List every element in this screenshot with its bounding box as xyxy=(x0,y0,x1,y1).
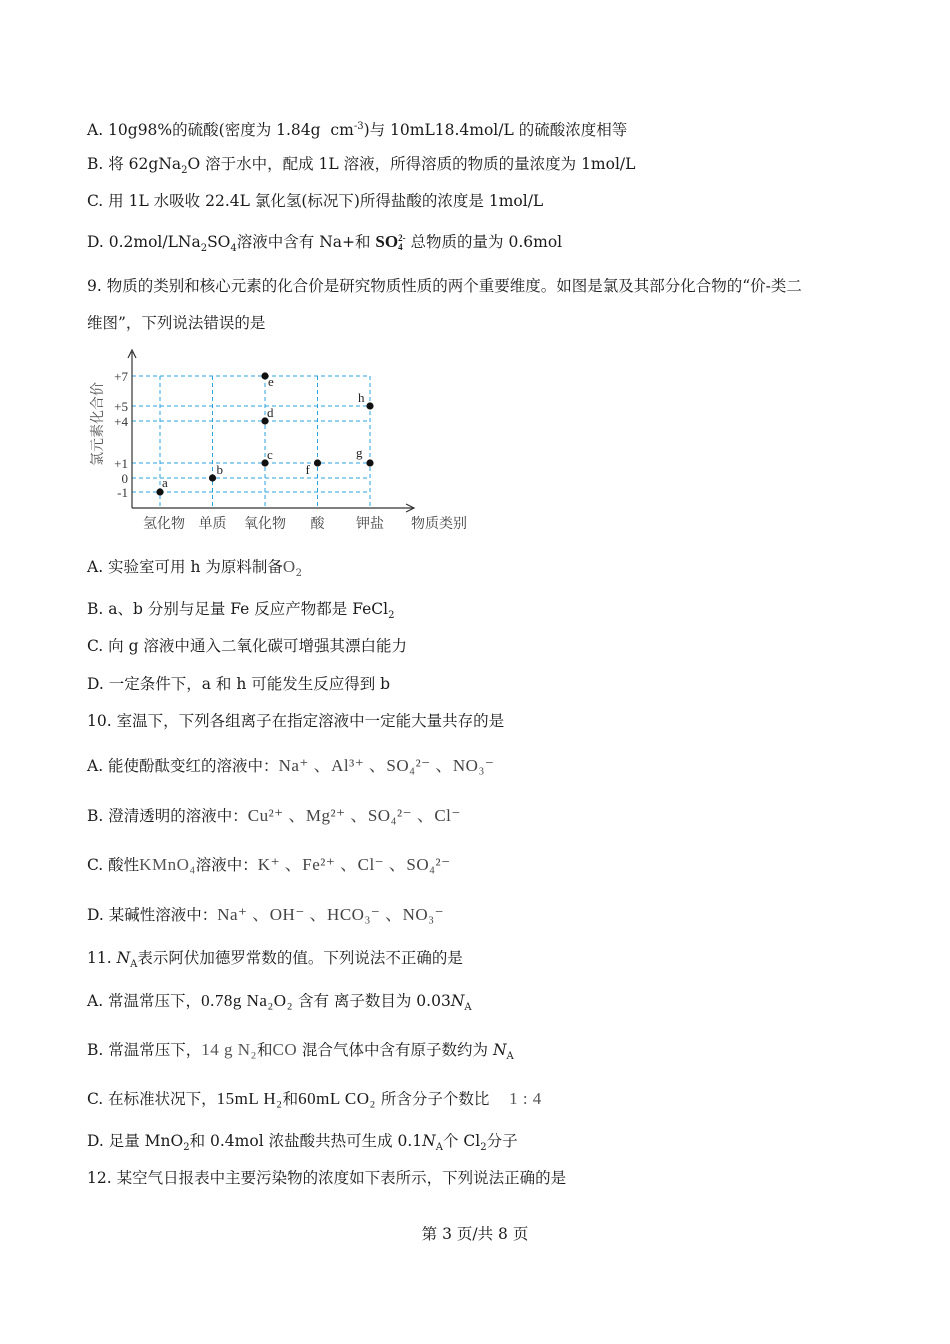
q11-option-d: D. 足量 MnO$_2$和 0.4mol 浓盐酸共热可生成 $0.1N_A$个 $Cl_2$分子 xyxy=(87,1132,518,1154)
data-point-g xyxy=(366,459,373,466)
q10-stem: 10. 室温下，下列各组离子在指定溶液中一定能大量共存的是 xyxy=(87,712,505,730)
valence-class-chart xyxy=(84,348,484,534)
q10-option-c: C. 酸性KMnO₄溶液中：K⁺ 、Fe²⁺ 、Cl⁻ 、SO₄²⁻ xyxy=(87,855,451,874)
chart-xlabel: 物质类别 xyxy=(411,516,467,532)
q8-option-d: D. $0.2mol/LNa_2SO_4$溶液中含有 Na+和 SO 2- 4 总物质的量为 0.6mol xyxy=(87,232,563,255)
data-label-d: d xyxy=(267,405,274,420)
data-point-f xyxy=(314,459,321,466)
y-tick-label: +4 xyxy=(114,414,128,429)
x-tick-label: 酸 xyxy=(310,516,325,532)
sulfate-ion: SO 2- 4 xyxy=(375,232,406,253)
y-tick-label: +1 xyxy=(114,456,128,471)
q9-stem-line2: 维图”，下列说法错误的是 xyxy=(87,314,266,332)
q8-option-c: C. 用 1L 水吸收 22.4L 氯化氢(标况下)所得盐酸的浓度是 1mol/L xyxy=(87,192,544,210)
q11-option-b: B. 常温常压下，14 g N₂和CO 混合气体中含有原子数约为 $N_A$ xyxy=(87,1040,514,1063)
q9-option-a: A. 实验室可用 h 为原料制备$O_2$ xyxy=(87,557,303,580)
q8-option-b: B. 将 62gNa$_2$O 溶于水中，配成 1L 溶液，所得溶质的物质的量浓度为 1mol/L xyxy=(87,155,636,177)
data-label-b: b xyxy=(216,462,223,477)
x-tick-label: 氢化物 xyxy=(143,516,185,532)
data-label-c: c xyxy=(267,447,273,462)
data-label-h: h xyxy=(358,390,365,405)
q10-option-a: A. 能使酚酞变红的溶液中：Na⁺ 、Al³⁺ 、SO₄²⁻ 、NO₃⁻ xyxy=(87,756,495,775)
y-tick-label: +7 xyxy=(114,369,128,384)
data-label-e: e xyxy=(268,374,274,389)
q11-stem: 11. $N_A$表示阿伏加德罗常数的值。下列说法不正确的是 xyxy=(87,949,463,971)
chart-ylabel: 氯元素化合价 xyxy=(90,382,106,466)
data-point-b xyxy=(209,474,216,481)
q11-option-c: C. 在标准状况下，15mL H₂和60mL CO₂ 所含分子个数比 1 : 4 xyxy=(87,1089,542,1108)
q12-stem: 12. 某空气日报表中主要污染物的浓度如下表所示，下列说法正确的是 xyxy=(87,1169,567,1187)
q9-option-b: B. a、b 分别与足量 Fe 反应产物都是 FeCl$_2$ xyxy=(87,600,395,622)
page-footer: 第 3 页/共 8 页 xyxy=(421,1225,529,1243)
y-tick-label: -1 xyxy=(117,485,128,500)
x-tick-label: 单质 xyxy=(198,516,227,532)
x-tick-label: 氧化物 xyxy=(244,516,286,532)
data-label-g: g xyxy=(356,445,363,460)
q10-option-b: B. 澄清透明的溶液中：Cu²⁺ 、Mg²⁺ 、SO₄²⁻ 、Cl⁻ xyxy=(87,806,461,825)
x-tick-label: 钾盐 xyxy=(356,516,384,532)
data-label-a: a xyxy=(162,475,168,490)
data-point-h xyxy=(366,402,373,409)
q9-stem-line1: 9. 物质的类别和核心元素的化合价是研究物质性质的两个重要维度。如图是氯及其部分化合物的“价-类二 xyxy=(87,277,802,295)
q10-option-d: D. 某碱性溶液中：Na⁺ 、OH⁻ 、HCO₃⁻ 、NO₃⁻ xyxy=(87,905,445,924)
q9-option-d: D. 一定条件下，a 和 h 可能发生反应得到 b xyxy=(87,675,391,693)
y-tick-label: 0 xyxy=(121,471,128,486)
data-label-f: f xyxy=(305,462,310,477)
y-tick-label: +5 xyxy=(114,399,128,414)
q9-option-c: C. 向 g 溶液中通入二氧化碳可增强其漂白能力 xyxy=(87,637,407,655)
q8-option-a: A. 10g98%的硫酸(密度为 1.84g $cm^{-3}$)与 10mL18.4mol/L 的硫酸浓度相等 xyxy=(87,121,628,140)
q11-option-a: A. 常温常压下，0.78g Na₂O₂ 含有 离子数目为 $0.03N_A$ xyxy=(87,991,472,1014)
